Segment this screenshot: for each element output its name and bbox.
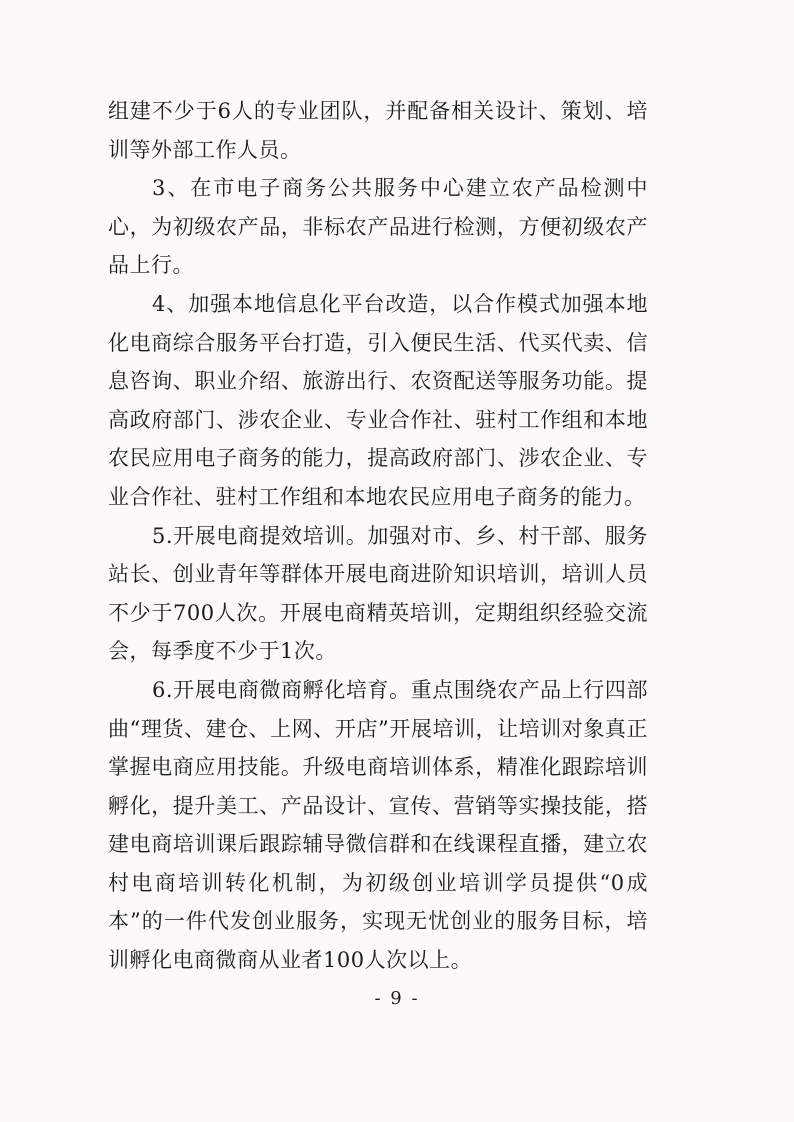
paragraph-5: 6.开展电商微商孵化培育。重点围绕农产品上行四部曲“理货、建仓、上网、开店”开展培训，让培训对象真正掌握电商应用技能。升级电商培训体系，精准化跟踪培训孵化，提升美工、产品设计、宣传、营销等实操技能，搭建电商培训课后跟踪辅导微信群和在线课程直播，建立农村电商培训转化机制，为初级创业培训学员提供“0成本”的一件代发创业服务，实现无忧创业的服务目标，培训孵化电商微商从业者100人次以上。	[108, 677, 648, 973]
page-number: - 9 -	[374, 988, 420, 1009]
paragraph-3: 4、加强本地信息化平台改造，以合作模式加强本地化电商综合服务平台打造，引入便民生活、代买代卖、信息咨询、职业介绍、旅游出行、农资配送等服务功能。提高政府部门、涉农企业、专业合作社、驻村工作组和本地农民应用电子商务的能力，提高政府部门、涉农企业、专业合作社、驻村工作组和本地农民应用电子商务的能力。	[108, 291, 648, 509]
paragraph-4: 5.开展电商提效培训。加强对市、乡、村干部、服务站长、创业青年等群体开展电商进阶知识培训，培训人员不少于700人次。开展电商精英培训，定期组织经验交流会，每季度不少于1次。	[108, 523, 648, 664]
paragraph-2: 3、在市电子商务公共服务中心建立农产品检测中心，为初级农产品，非标农产品进行检测，方便初级农产品上行。	[108, 176, 648, 278]
paragraph-1: 组建不少于6人的专业团队，并配备相关设计、策划、培训等外部工作人员。	[108, 99, 648, 162]
document-body	[108, 92, 648, 980]
